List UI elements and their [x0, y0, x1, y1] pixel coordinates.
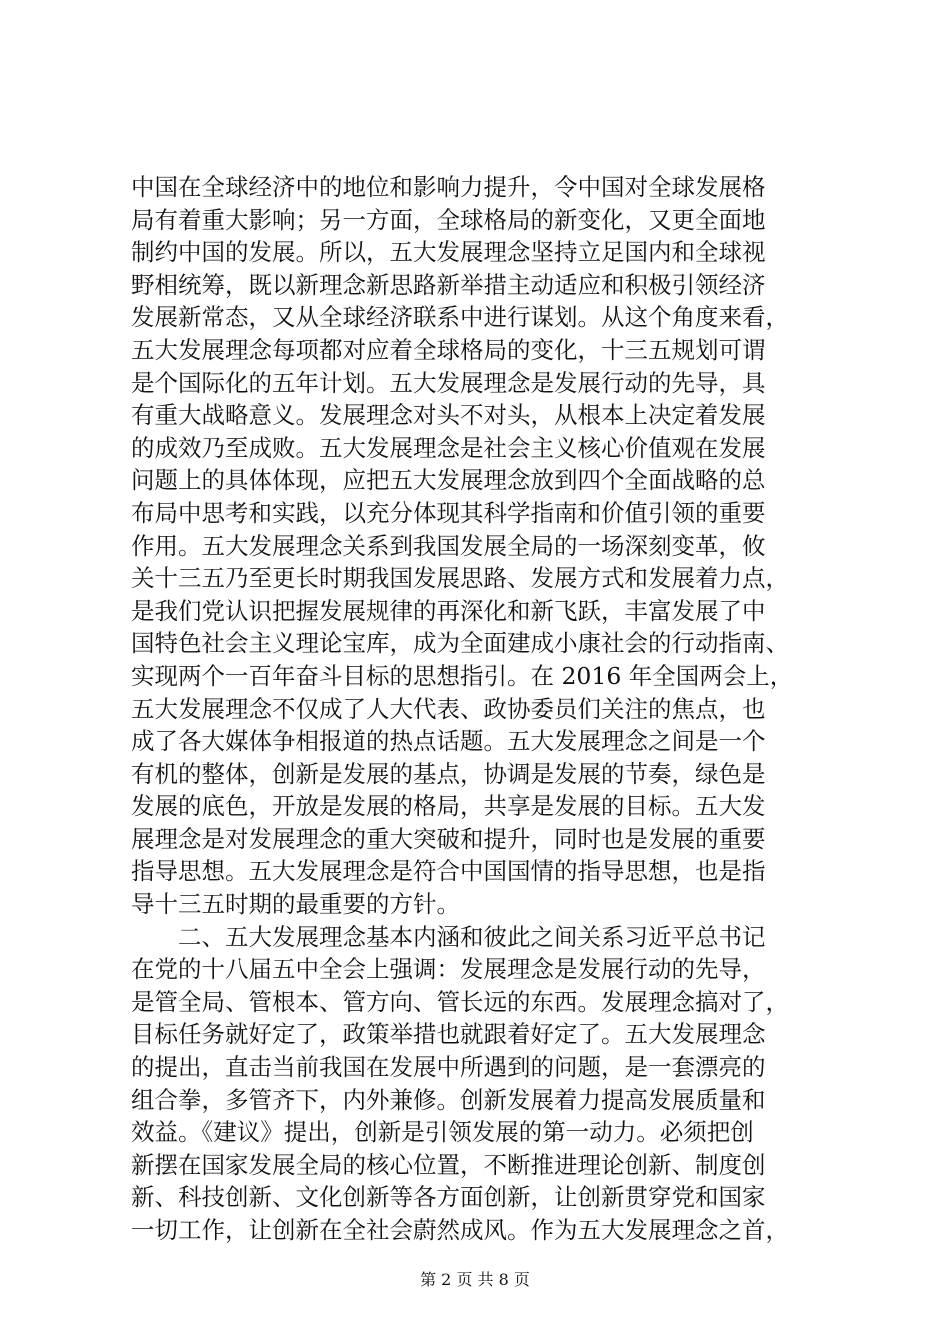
text-line: 的提出，直击当前我国在发展中所遇到的问题，是一套漂亮的	[131, 1053, 766, 1082]
page-footer	[0, 1270, 950, 1290]
text-line: 有机的整体，创新是发展的基点，协调是发展的节奏，绿色是	[131, 759, 766, 788]
text-line: 实现两个一百年奋斗目标的思想指引。在 2016 年全国两会上，	[131, 661, 794, 690]
text-line: 问题上的具体体现，应把五大发展理念放到四个全面战略的总	[131, 466, 766, 495]
text-line: 导十三五时期的最重要的方针。	[131, 890, 460, 919]
text-line: 发展的底色，开放是发展的格局，共享是发展的目标。五大发	[131, 792, 766, 821]
text-line: 新、科技创新、文化创新等各方面创新，让创新贯穿党和国家	[131, 1183, 766, 1212]
text-line: 新摆在国家发展全局的核心位置，不断推进理论创新、制度创	[131, 1150, 766, 1179]
text-line: 效益。《建议》提出，创新是引领发展的第一动力。必须把创	[131, 1118, 754, 1147]
document-body	[131, 171, 831, 1247]
text-line: 有重大战略意义。发展理念对头不对头，从根本上决定着发展	[131, 401, 766, 430]
text-line: 制约中国的发展。所以，五大发展理念坚持立足国内和全球视	[131, 238, 766, 267]
text-line: 成了各大媒体争相报道的热点话题。五大发展理念之间是一个	[131, 727, 766, 756]
text-line: 布局中思考和实践，以充分体现其科学指南和价值引领的重要	[131, 498, 766, 527]
text-line: 野相统筹，既以新理念新思路新举措主动适应和积极引领经济	[131, 270, 766, 299]
text-line: 局有着重大影响；另一方面，全球格局的新变化，又更全面地	[131, 205, 766, 234]
text-line: 的成效乃至成败。五大发展理念是社会主义核心价值观在发展	[131, 433, 766, 462]
text-line: 展理念是对发展理念的重大突破和提升，同时也是发展的重要	[131, 824, 766, 853]
text-line: 指导思想。五大发展理念是符合中国国情的指导思想，也是指	[131, 857, 766, 886]
text-line: 是我们党认识把握发展规律的再深化和新飞跃，丰富发展了中	[131, 596, 766, 625]
page-number-label: 第 2 页 共 8 页	[420, 1270, 530, 1289]
text-line: 中国在全球经济中的地位和影响力提升，令中国对全球发展格	[131, 173, 766, 201]
text-line: 关十三五乃至更长时期我国发展思路、发展方式和发展着力点，	[131, 564, 789, 593]
text-line: 在党的十八届五中全会上强调：发展理念是发展行动的先导，	[131, 955, 766, 984]
text-line: 一切工作，让创新在全社会蔚然成风。作为五大发展理念之首，	[131, 1216, 789, 1244]
text-line: 是管全局、管根本、管方向、管长远的东西。发展理念搞对了，	[131, 987, 789, 1016]
text-line: 作用。五大发展理念关系到我国发展全局的一场深刻变革，攸	[131, 531, 766, 560]
text-line: 是个国际化的五年计划。五大发展理念是发展行动的先导，具	[131, 368, 766, 397]
text-line: 国特色社会主义理论宝库，成为全面建成小康社会的行动指南、	[131, 629, 789, 658]
text-line: 目标任务就好定了，政策举措也就跟着好定了。五大发展理念	[131, 1020, 766, 1049]
text-line: 组合拳，多管齐下，内外兼修。创新发展着力提高发展质量和	[131, 1085, 766, 1114]
text-line: 五大发展理念每项都对应着全球格局的变化，十三五规划可谓	[131, 335, 766, 364]
text-line: 五大发展理念不仅成了人大代表、政协委员们关注的焦点，也	[131, 694, 766, 723]
text-line: 发展新常态，又从全球经济联系中进行谋划。从这个角度来看，	[131, 303, 789, 332]
section-heading-line: 二、五大发展理念基本内涵和彼此之间关系习近平总书记	[178, 922, 766, 951]
